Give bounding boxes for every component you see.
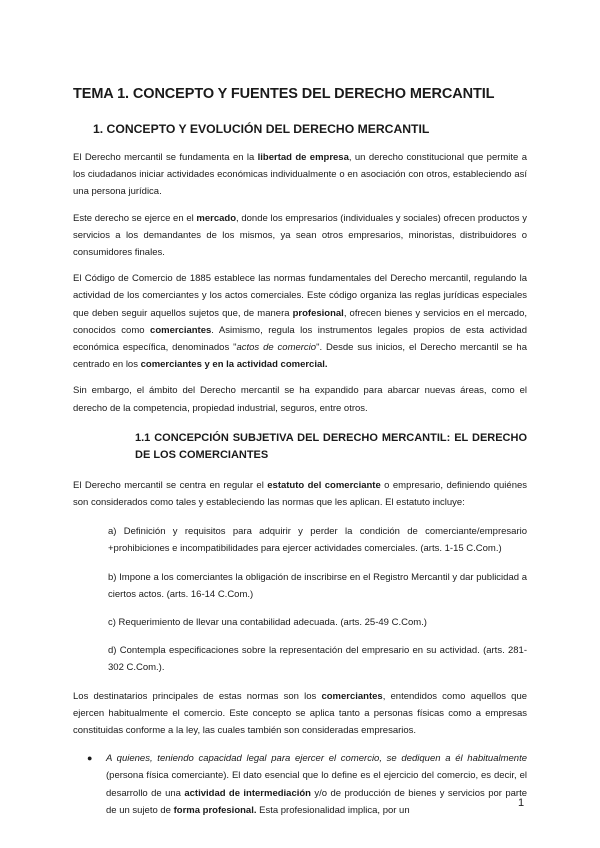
bullet-icon: ● <box>87 753 93 764</box>
statute-item-a: a) Definición y requisitos para adquirir y perder la condición de comerciante/empresario +prohibiciones e incompatibilidades para ejercer actividades comerciales. (arts. 1-15 C.Com.) <box>108 526 527 555</box>
paragraph-estatuto: El Derecho mercantil se centra en regular el estatuto del comerciante o empresario, definiendo quiénes son considerados como tales y estableciendo las normas que les aplican. El estatuto incluye: <box>73 479 528 509</box>
paragraph-mercado: Este derecho se ejerce en el mercado, donde los empresarios (individuales y sociales) ofrecen productos y servicios a los demandantes de los mismos, ya sean otros empresarios, minoristas, distribuidores o consumidores finales. <box>73 212 527 259</box>
page-number: 1 <box>518 797 525 809</box>
list-item: ● A quienes, teniendo capacidad legal para ejercer el comercio, se dediquen a él habitualmente (persona física comerciante). El dato esencial que lo define es el ejercicio del comercio, es decir, el desarrollo de una actividad de intermediación y/o de producción de bienes y servicios por parte de un sujeto de forma profesional. Esta profesionalidad implica, por un <box>73 750 527 819</box>
document-title: TEMA 1. CONCEPTO Y FUENTES DEL DERECHO MERCANTIL <box>73 86 495 102</box>
paragraph-destinatarios: Los destinatarios principales de estas normas son los comerciantes, entendidos como aquellos que ejercen habitualmente el comercio. Este concepto se aplica tanto a personas físicas como a empresas constituidas conforme a la ley, las cuales también son consideradas empresarios. <box>73 690 528 737</box>
paragraph-libertad-empresa: El Derecho mercantil se fundamenta en la libertad de empresa, un derecho constitucional que permite a los ciudadanos iniciar actividades económicas individualmente o en asociación con otros, estableciendo así una persona jurídica. <box>73 152 527 198</box>
statute-item-b: b) Impone a los comerciantes la obligación de inscribirse en el Registro Mercantil y dar publicidad a ciertos actos. (arts. 16-14 C.Com.) <box>108 571 527 600</box>
document-body <box>73 86 527 819</box>
statute-item-d: d) Contempla especificaciones sobre la representación del empresario en su actividad. (arts. 281-302 C.Com.). <box>108 645 527 674</box>
paragraph-codigo-comercio: El Código de Comercio de 1885 establece las normas fundamentales del Derecho mercantil, regulando la actividad de los comerciantes y los actos comerciales. Este código organiza las reglas jurídicas especiales que deben seguir aquellos sujetos que, de manera profesional, ofrecen bienes y servicios en el mercado, conocidos como comerciantes. Asimismo, regula los instrumentos legales propios de esta actividad económica específica, denominados "actos de comercio". Desde sus inicios, el Derecho mercantil se ha centrado en los comerciantes y en la actividad comercial. <box>73 273 528 371</box>
statute-item-c: c) Requerimiento de llevar una contabilidad adecuada. (arts. 25-49 C.Com.) <box>108 617 427 629</box>
paragraph-ambito: Sin embargo, el ámbito del Derecho mercantil se ha expandido para abarcar nuevas áreas, como el derecho de la competencia, propiedad industrial, seguros, entre otros. <box>73 385 527 414</box>
bullet-list <box>73 750 527 819</box>
section-heading-1: 1. CONCEPTO Y EVOLUCIÓN DEL DERECHO MERCANTIL <box>93 122 430 136</box>
section-heading-1-1: 1.1 CONCEPCIÓN SUBJETIVA DEL DERECHO MERCANTIL: EL DERECHO DE LOS COMERCIANTES <box>135 431 527 461</box>
